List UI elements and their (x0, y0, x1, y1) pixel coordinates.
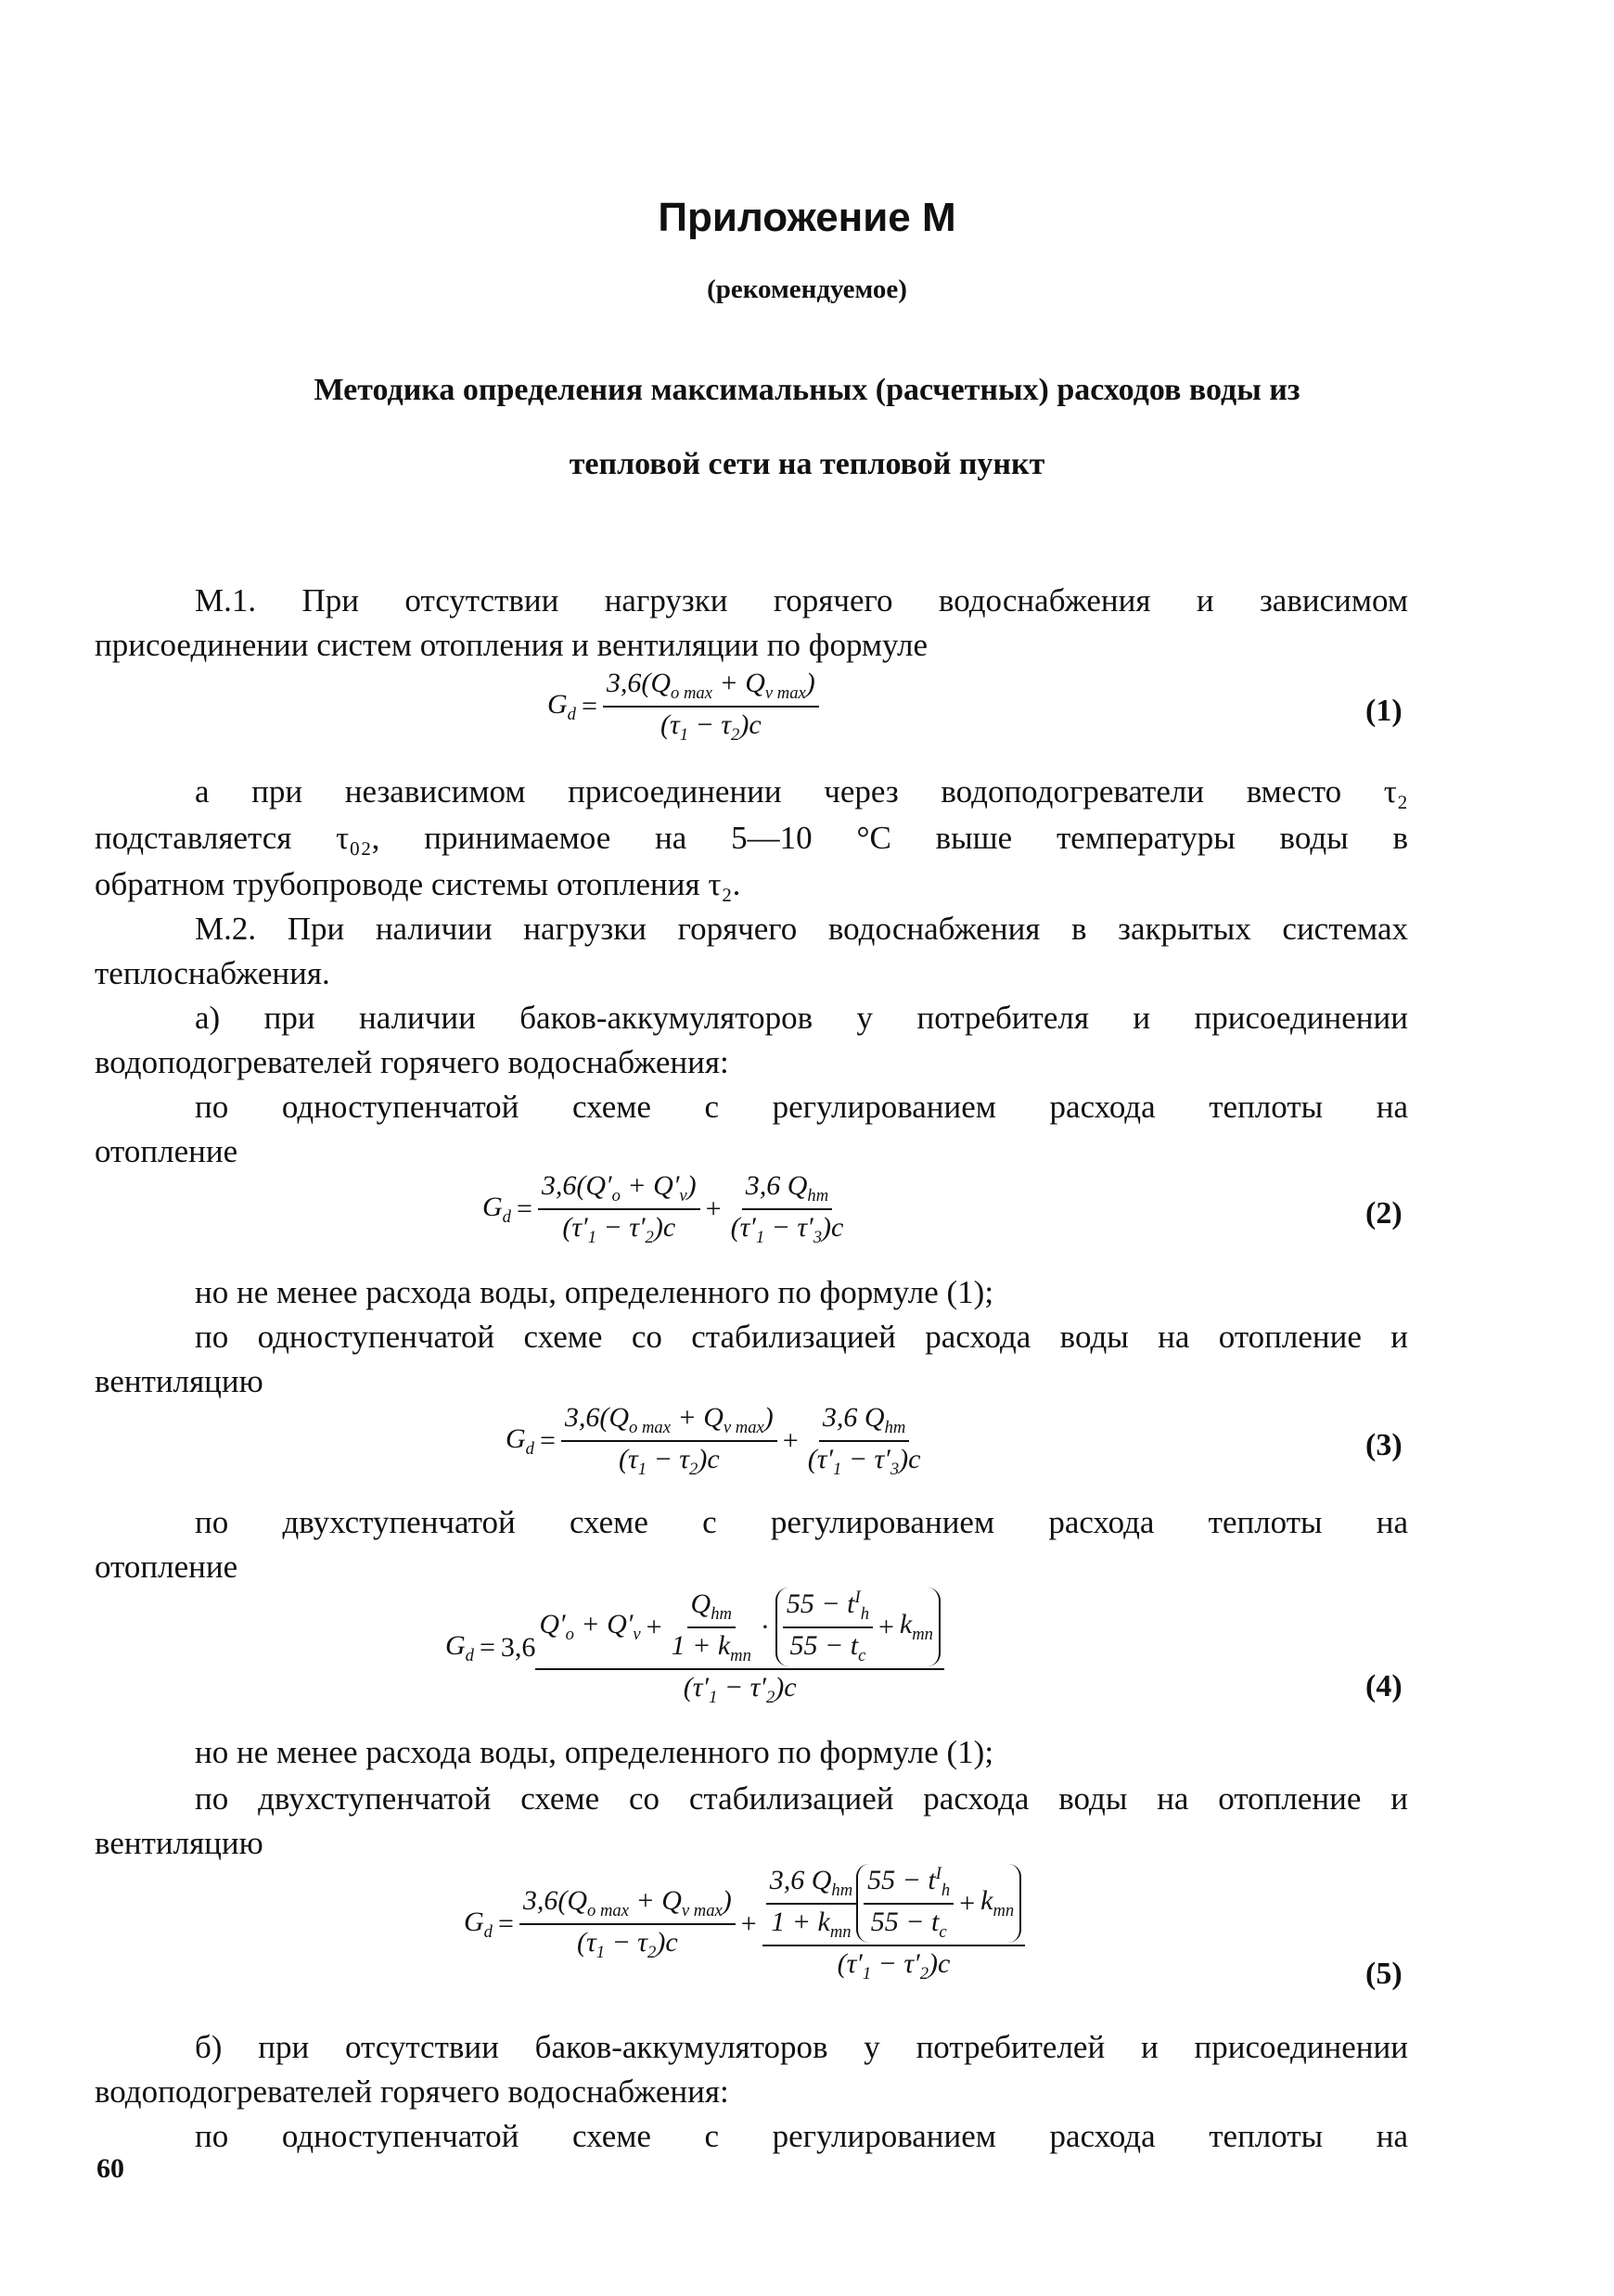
paragraph-two-stage-regulation-line-1: по двухступенчатой схеме с регулированием расхода теплоты на (195, 1504, 1408, 1540)
paragraph-two-stage-stabilization-line-2: вентиляцию (95, 1825, 263, 1861)
paragraph-one-stage-regulation-line-2: отопление (95, 1133, 238, 1169)
formula-3-number: (3) (1365, 1428, 1403, 1462)
formula-5: $G_d$ = $\frac{3,6(Q_{o max} + Q_{v max})}{(\tau_1 - \tau_2)c}$ + $\frac{3,6 Q_{hm}}{1 + k_{mn}}$ $\frac{55 - t^I_h}{55 - t_c}$ + $k_{mn}$ $(\tau'_1 - \tau'_2)c$ (464, 1864, 1025, 1984)
paragraph-not-less-1: но не менее расхода воды, определенного по формуле (1); (195, 1274, 994, 1310)
paragraph-one-stage-stabilization-line-2: вентиляцию (95, 1363, 263, 1399)
formula-3: $G_d$ = $\frac{3,6(Q_{o max} + Q_{v max})}{(\tau_1 - \tau_2)c}$ + $\frac{3,6 Q_{hm}}{(\tau'_1 - \tau'_3)c}$ (506, 1402, 921, 1479)
formula-2: $G_d$ = $\frac{3,6(Q'_o + Q'_v)}{(\tau'_1 - \tau'_2)c}$ + $\frac{3,6 Q_{hm}}{(\tau'_1 - \tau'_3)c}$ (482, 1170, 844, 1247)
section-heading-line-1: Методика определения максимальных (расчетных) расходов воды из (314, 373, 1300, 407)
appendix-subtitle: (рекомендуемое) (707, 274, 907, 304)
appendix-title: Приложение М (658, 195, 956, 240)
paragraph-m1-line-2: присоединении систем отопления и вентиляции по формуле (95, 627, 929, 663)
paragraph-m2-line-2: теплоснабжения. (95, 955, 330, 991)
formula-5-number: (5) (1365, 1957, 1403, 1991)
paragraph-independent-line-3: обратном трубопроводе системы отопления τ₂. (95, 866, 741, 902)
paragraph-a-line-2: водоподогревателей горячего водоснабжения: (95, 1044, 729, 1080)
paragraph-one-stage-stabilization-line-1: по одноступенчатой схеме со стабилизацией расхода воды на отопление и (195, 1319, 1408, 1355)
paragraph-last-line: по одноступенчатой схеме с регулированием расхода теплоты на (195, 2118, 1408, 2154)
paragraph-m1-line-1: М.1. При отсутствии нагрузки горячего водоснабжения и зависимом (195, 582, 1408, 619)
formula-1: $G_d$ = $\frac{3,6(Q_{o max} + Q_{v max})}{(\tau_1 - \tau_2)c}$ (547, 668, 819, 746)
paragraph-m2-line-1: М.2. При наличии нагрузки горячего водоснабжения в закрытых системах (195, 911, 1408, 947)
paragraph-b-line-1: б) при отсутствии баков-аккумуляторов у потребителей и присоединении (195, 2029, 1408, 2065)
page-number: 60 (96, 2153, 124, 2184)
paragraph-two-stage-regulation-line-2: отопление (95, 1549, 238, 1585)
formula-2-number: (2) (1365, 1196, 1403, 1231)
paragraph-a-line-1: а) при наличии баков-аккумуляторов у потребителя и присоединении (195, 1000, 1408, 1036)
paragraph-independent-line-1: а при независимом присоединении через водоподогреватели вместо τ₂ (195, 773, 1408, 810)
paragraph-b-line-2: водоподогревателей горячего водоснабжения: (95, 2073, 729, 2110)
paragraph-not-less-2: но не менее расхода воды, определенного по формуле (1); (195, 1734, 994, 1770)
section-heading-line-2: тепловой сети на тепловой пункт (569, 447, 1045, 481)
formula-4: $G_d$ = 3,6 $Q'_o + Q'_v$ + $\frac{Q_{hm}}{1 + k_{mn}}$ · $\frac{55 - t^I_h}{55 - t_c}$ + $k_{mn}$ $(\tau'_1 - \tau'_2)c$ (445, 1588, 944, 1708)
paragraph-independent-line-2: подставляется τ₀₂, принимаемое на 5—10 °С выше температуры воды в (95, 820, 1408, 856)
formula-1-number: (1) (1365, 694, 1403, 728)
paragraph-two-stage-stabilization-line-1: по двухступенчатой схеме со стабилизацией расхода воды на отопление и (195, 1780, 1408, 1817)
formula-4-number: (4) (1365, 1669, 1403, 1703)
paragraph-one-stage-regulation-line-1: по одноступенчатой схеме с регулированием расхода теплоты на (195, 1089, 1408, 1125)
